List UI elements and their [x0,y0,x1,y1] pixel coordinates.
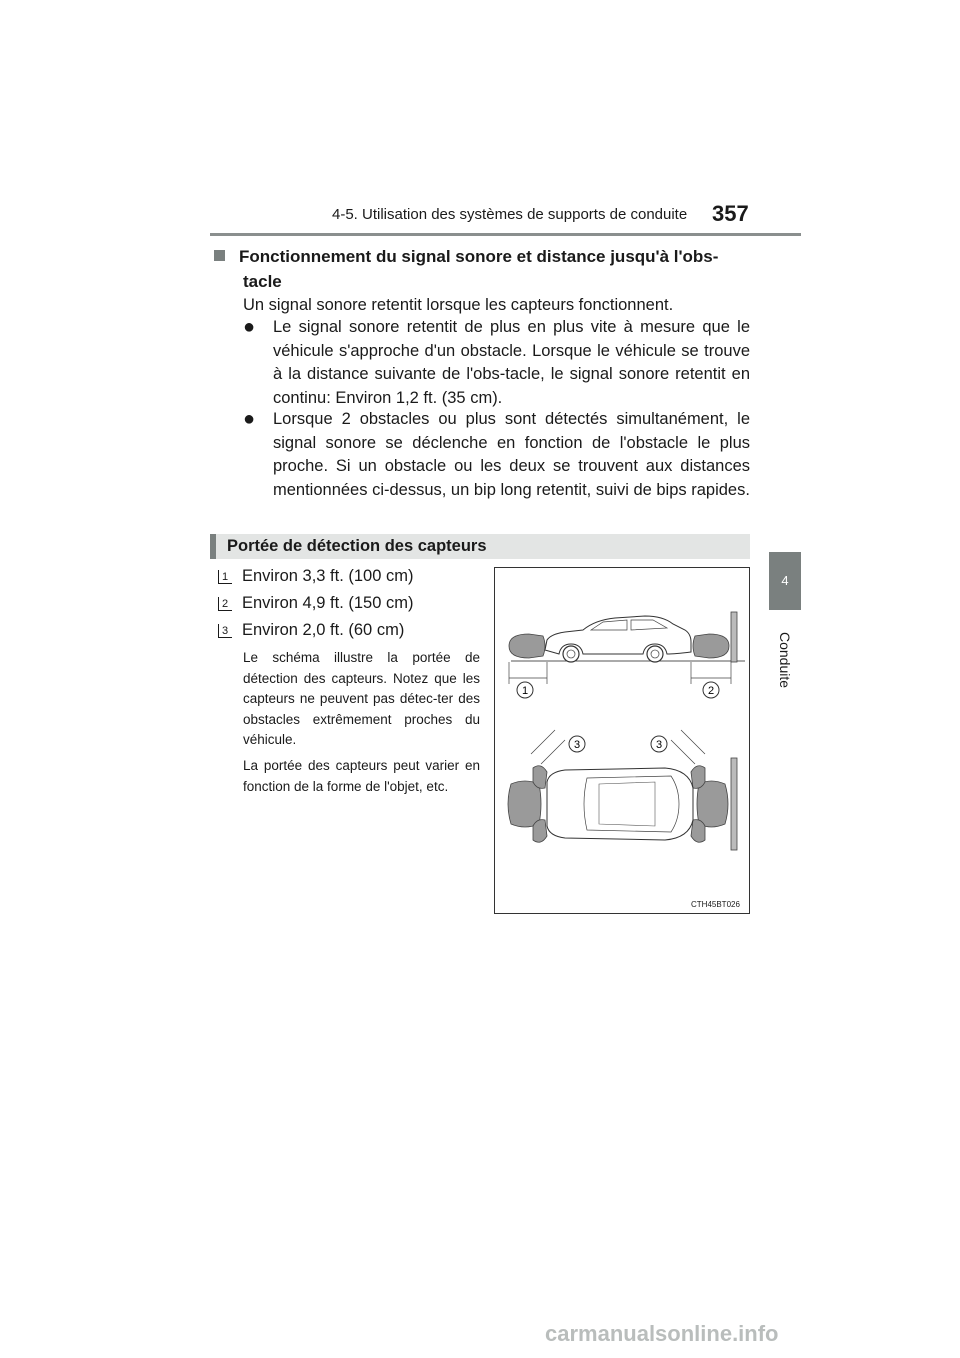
square-bullet-icon [214,250,225,261]
figure-callout-3a: 3 [573,739,581,751]
bullet-item [243,316,750,410]
subsection-heading-line1: Fonctionnement du signal sonore et distance jusqu'à l'obs- [239,247,719,266]
chapter-tab-label [769,612,801,712]
page-number: 357 [712,201,749,226]
sensor-range-illustration [495,568,751,915]
header-section-title: 4-5. Utilisation des systèmes de supports de conduite [332,206,688,223]
range-item [218,566,414,586]
figure-code: CTH45BT026 [691,900,740,909]
range-label: Environ 2,0 ft. (60 cm) [242,621,405,639]
section-heading: Portée de détection des capteurs [227,537,487,555]
watermark: carmanualsonline.info [545,1321,779,1346]
chapter-tab-label-text: Conduite [777,631,793,689]
subsection-heading [214,244,750,294]
intro-paragraph: Un signal sonore retentit lorsque les capteurs fonctionnent. [243,296,674,314]
figure-callout-3b: 3 [655,739,663,751]
callout-number: 2 [218,597,232,611]
bullet-item [243,408,750,502]
top-view-diagram [508,730,737,850]
sensor-range-figure [494,567,750,914]
figure-callout-2: 2 [707,685,715,697]
callout-number: 1 [218,570,232,584]
chapter-tab-number: 4 [769,552,801,610]
figure-callout-1: 1 [521,685,529,697]
bullet-text: Lorsque 2 obstacles ou plus sont détectés simultanément, le signal sonore se déclenche en fonction de l'obstacle le plus proche. Si un obstacle ou les deux se trouvent aux distances mentionnées ci-dessus, un bip long retentit, suivi de bips rapides. [273,410,750,499]
subsection-heading-line2: tacle [243,272,282,291]
note-paragraph: Le schéma illustre la portée de détection des capteurs. Notez que les capteurs ne peuvent pas détec-ter des obstacles extrêmement proches du véhicule. [243,650,480,747]
bullet-text: Le signal sonore retentit de plus en plus vite à mesure que le véhicule s'approche d'un obstacle. Lorsque le véhicule se trouve à la distance suivante de l'obs-tacle, le signal sonore retentit en continu: Environ 1,2 ft. (35 cm). [273,318,750,407]
range-label: Environ 4,9 ft. (150 cm) [242,594,414,612]
section-heading-bar [210,534,750,559]
callout-number: 3 [218,624,232,638]
range-label: Environ 3,3 ft. (100 cm) [242,567,414,585]
note-paragraph: La portée des capteurs peut varier en fonction de la forme de l'objet, etc. [243,758,480,794]
bullet-dot-icon: ● [243,408,256,430]
section-heading-accent [210,534,216,559]
range-item [218,593,414,613]
range-item [218,620,404,640]
bullet-dot-icon: ● [243,316,256,338]
header-divider [210,233,801,236]
